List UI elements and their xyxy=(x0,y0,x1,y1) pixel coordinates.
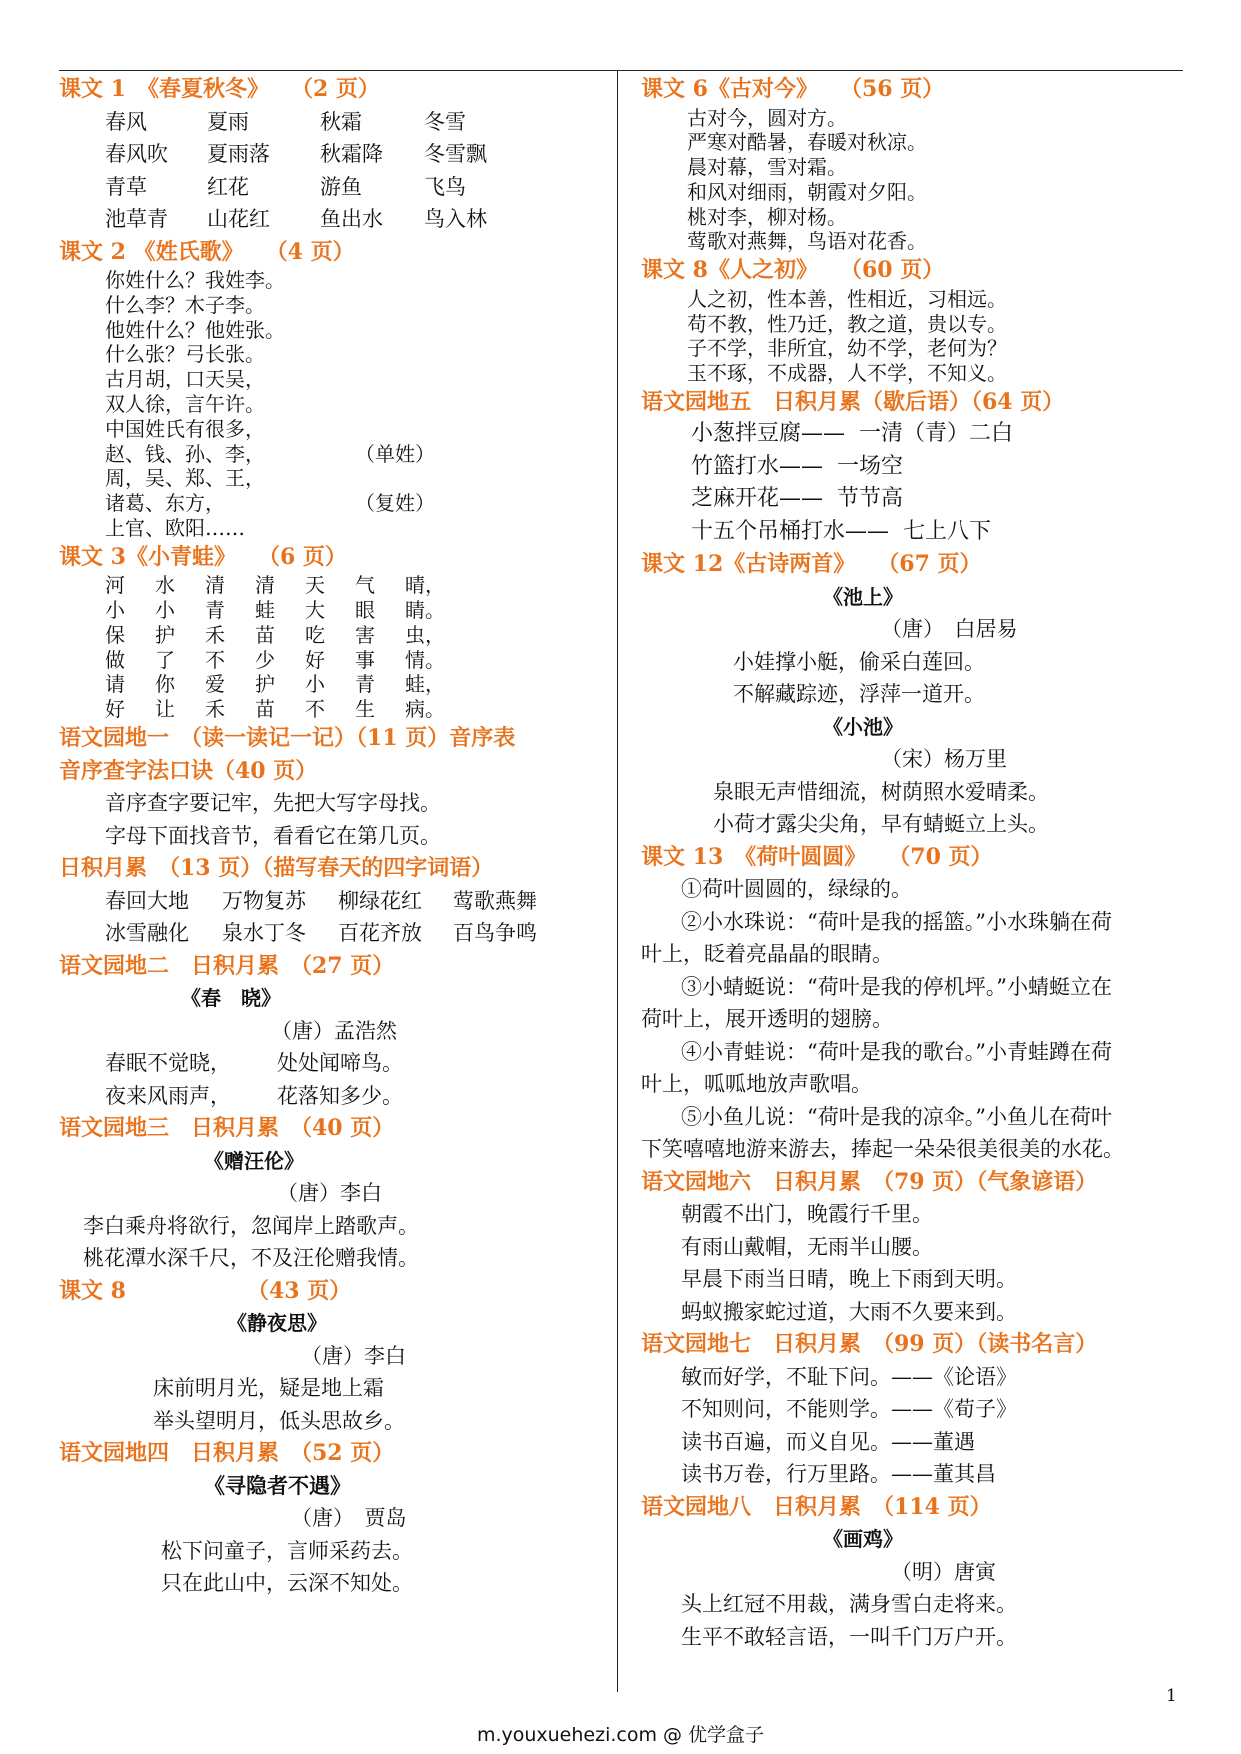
idiom: 冰雪融化 xyxy=(105,921,189,946)
saying-line: 竹篮打水—— 一场空 xyxy=(691,453,903,479)
poem-title: 《赠汪伦》 xyxy=(204,1148,304,1173)
lesson-1-row xyxy=(59,138,607,171)
idiom: 莺歌燕舞 xyxy=(453,888,537,913)
text-line: 音序查字要记牢，先把大写字母找。 xyxy=(105,791,441,816)
char: 不 xyxy=(305,697,325,722)
verse-row xyxy=(59,598,607,623)
word: 山花红 xyxy=(207,207,270,231)
proverb-line: 朝霞不出门，晚霞行千里。 xyxy=(681,1202,933,1227)
text-line: 下笑嘻嘻地游来游去，捧起一朵朵很美很美的水花。 xyxy=(641,1137,1124,1162)
text: 赵、钱、孙、李， xyxy=(105,441,265,466)
poem-author: （唐） 贾岛 xyxy=(291,1506,407,1531)
poem-author: （唐）孟浩然 xyxy=(271,1018,397,1043)
poem-title: 《静夜思》 xyxy=(227,1311,327,1336)
poem-author: （唐）李白 xyxy=(277,1181,382,1206)
proverb-line: 有雨山戴帽，无雨半山腰。 xyxy=(681,1234,933,1259)
char: 青 xyxy=(355,672,375,697)
left-column xyxy=(59,73,607,1600)
quote-line: 读书百遍，而义自见。——董遇 xyxy=(681,1429,975,1454)
char: 做 xyxy=(105,647,125,672)
poem-line: 李白乘舟将欲行，忽闻岸上踏歌声。 xyxy=(83,1213,419,1238)
poem-line: 桃花潭水深千尺，不及汪伦赠我情。 xyxy=(83,1246,419,1271)
char: 清 xyxy=(255,573,275,598)
text-line: 玉不琢，不成器，人不学，不知义。 xyxy=(687,361,1007,386)
poem-author: （唐） 白居易 xyxy=(881,617,1018,642)
text-line: ⑤小鱼儿说：“荷叶是我的凉伞。”小鱼儿在荷叶 xyxy=(681,1104,1112,1129)
char: 好 xyxy=(305,647,325,672)
lesson-1-row xyxy=(59,106,607,139)
char: 河 xyxy=(105,573,125,598)
lesson-13-heading: 课文 13 《荷叶圆圆》 （70 页） xyxy=(641,843,993,870)
poem-author: （宋）杨万里 xyxy=(881,747,1007,772)
char: 护 xyxy=(155,622,175,647)
page-number: 1 xyxy=(1166,1686,1177,1706)
garden-8-heading: 语文园地八 日积月累 （114 页） xyxy=(641,1493,992,1520)
word: 冬雪 xyxy=(424,109,466,134)
char: 气 xyxy=(355,573,375,598)
char: 禾 xyxy=(205,622,225,647)
saying-line: 小葱拌豆腐—— 一清（青）二白 xyxy=(691,421,1013,447)
phonetic-lookup-heading: 音序查字法口诀（40 页） xyxy=(59,757,318,784)
char: 少 xyxy=(255,647,275,672)
word: 春风吹 xyxy=(105,142,168,166)
garden-4-heading: 语文园地四 日积月累 （52 页） xyxy=(59,1440,395,1467)
text-line: 叶上，眨着亮晶晶的眼睛。 xyxy=(641,942,893,967)
verse-row xyxy=(59,697,607,722)
idiom: 万物复苏 xyxy=(222,888,306,913)
word: 鸟入林 xyxy=(424,207,487,231)
poem-author: （明）唐寅 xyxy=(891,1559,996,1584)
char: 了 xyxy=(155,647,175,672)
lesson-1-row xyxy=(59,203,607,236)
char: 保 xyxy=(105,622,125,647)
text-line: 什么张？弓长张。 xyxy=(105,342,265,367)
text-line: 人之初，性本善，性相近，习相远。 xyxy=(687,286,1007,311)
verse: 春眠不觉晓， xyxy=(105,1051,231,1076)
word: 飞鸟 xyxy=(424,174,466,199)
word: 游鱼 xyxy=(320,174,362,199)
char: 苗 xyxy=(255,622,275,647)
text-line: 和风对细雨，朝霞对夕阳。 xyxy=(687,179,927,204)
text-line: 周，吴、郑、王， xyxy=(105,466,265,491)
saying-line: 十五个吊桶打水—— 七上八下 xyxy=(691,518,991,544)
top-rule xyxy=(59,70,1183,71)
poem-title: 《寻隐者不遇》 xyxy=(204,1472,351,1498)
text-line: ③小蜻蜓说：“荷叶是我的停机坪。”小蜻蜓立在 xyxy=(681,974,1112,999)
poem-author: （唐）李白 xyxy=(301,1343,406,1368)
idiom: 泉水丁冬 xyxy=(222,921,306,946)
garden-3-heading: 语文园地三 日积月累 （40 页） xyxy=(59,1115,395,1142)
char: 晴， xyxy=(405,573,445,598)
char: 大 xyxy=(305,598,325,623)
text-line: 苟不教，性乃迁，教之道，贵以专。 xyxy=(687,311,1007,336)
text-line: 什么李？木子李。 xyxy=(105,292,265,317)
garden-6-heading: 语文园地六 日积月累 （79 页）（气象谚语） xyxy=(641,1168,1098,1195)
text-line: 中国姓氏有很多， xyxy=(105,416,265,441)
verse: 花落知多少。 xyxy=(277,1083,403,1108)
idiom: 百花齐放 xyxy=(338,921,422,946)
idiom: 百鸟争鸣 xyxy=(453,921,537,946)
text-line: 他姓什么？他姓张。 xyxy=(105,317,285,342)
text-line: 字母下面找音节，看看它在第几页。 xyxy=(105,823,441,848)
proverb-line: 蚂蚁搬家蛇过道，大雨不久要来到。 xyxy=(681,1299,1017,1324)
char: 好 xyxy=(105,697,125,722)
char: 小 xyxy=(105,598,125,623)
text-line: 上官、欧阳…… xyxy=(105,515,245,540)
text-line: ④小青蛙说：“荷叶是我的歌台。”小青蛙蹲在荷 xyxy=(681,1039,1112,1064)
text-line: 叶上，呱呱地放声歌唱。 xyxy=(641,1072,872,1097)
poem-line: 床前明月光，疑是地上霜 xyxy=(153,1376,384,1401)
poem-line: 只在此山中，云深不知处。 xyxy=(161,1571,413,1596)
char: 清 xyxy=(205,573,225,598)
char: 禾 xyxy=(205,697,225,722)
text-line: 晨对幕，雪对霜。 xyxy=(687,155,847,180)
lesson-1-heading: 课文 1 《春夏秋冬》 （2 页） xyxy=(59,76,380,102)
text-line: 古月胡，口天吴， xyxy=(105,367,265,392)
char: 害 xyxy=(355,622,375,647)
poem-line xyxy=(59,1080,607,1113)
char: 水 xyxy=(155,573,175,598)
char: 事 xyxy=(355,647,375,672)
word: 池草青 xyxy=(105,207,168,231)
verse-row xyxy=(59,648,607,673)
text-line: 莺歌对燕舞，鸟语对花香。 xyxy=(687,229,927,254)
poem-title: 《小池》 xyxy=(823,714,903,739)
char: 生 xyxy=(355,697,375,722)
char: 睛。 xyxy=(405,598,445,623)
quote-line: 不知则问，不能则学。——《荀子》 xyxy=(681,1397,1017,1422)
char: 眼 xyxy=(355,598,375,623)
word: 冬雪飘 xyxy=(424,142,487,166)
lesson-8-heading: 课文 8 （43 页） xyxy=(59,1277,352,1304)
char: 天 xyxy=(305,573,325,598)
right-column xyxy=(641,73,1186,1653)
char: 你 xyxy=(155,672,175,697)
word: 春风 xyxy=(105,109,147,134)
text-line xyxy=(59,491,607,516)
text-line: ②小水珠说：“荷叶是我的摇篮。”小水珠躺在荷 xyxy=(681,909,1112,934)
idiom-row xyxy=(59,885,607,918)
proverb-line: 早晨下雨当日晴，晚上下雨到天明。 xyxy=(681,1267,1017,1292)
text-line: 桃对李，柳对杨。 xyxy=(687,204,847,229)
text-line: 双人徐，言午许。 xyxy=(105,391,265,416)
char: 小 xyxy=(305,672,325,697)
lesson-12-heading: 课文 12《古诗两首》 （67 页） xyxy=(641,551,982,578)
poem-line: 小娃撑小艇，偷采白莲回。 xyxy=(733,649,985,674)
verse: 夜来风雨声， xyxy=(105,1083,231,1108)
poem-line: 头上红冠不用裁，满身雪白走将来。 xyxy=(681,1592,1017,1617)
word: 夏雨 xyxy=(207,109,249,134)
garden-5-heading: 语文园地五 日积月累（歇后语）（64 页） xyxy=(641,388,1065,415)
char: 请 xyxy=(105,672,125,697)
poem-title: 《池上》 xyxy=(823,584,903,609)
poem-line: 生平不敢轻言语，一叫千门万户开。 xyxy=(681,1624,1017,1649)
poem-title: 《春 晓》 xyxy=(181,986,281,1011)
char: 苗 xyxy=(255,697,275,722)
text-line: 严寒对酷暑，春暖对秋凉。 xyxy=(687,130,927,155)
char: 不 xyxy=(205,647,225,672)
char: 病。 xyxy=(405,697,445,722)
char: 情。 xyxy=(405,647,445,672)
column-divider xyxy=(617,70,618,1692)
char: 让 xyxy=(155,697,175,722)
footer-watermark: m.youxuehezi.com @ 优学盒子 xyxy=(476,1724,765,1746)
char: 蛙 xyxy=(255,598,275,623)
char: 吃 xyxy=(305,622,325,647)
poem-line xyxy=(59,1047,607,1080)
text-line: 古对今，圆对方。 xyxy=(687,105,847,130)
garden-1-heading: 语文园地一 （读一读记一记）（11 页）音序表 xyxy=(59,725,516,752)
text-line: 你姓什么？我姓李。 xyxy=(105,268,285,292)
lesson-1-row xyxy=(59,171,607,204)
verse-row xyxy=(59,623,607,648)
poem-line: 泉眼无声惜细流，树荫照水爱晴柔。 xyxy=(713,779,1049,804)
text-line: 子不学，非所宜，幼不学，老何为？ xyxy=(687,336,1007,361)
garden-7-heading: 语文园地七 日积月累 （99 页）（读书名言） xyxy=(641,1331,1098,1358)
char: 青 xyxy=(205,598,225,623)
poem-title: 《画鸡》 xyxy=(823,1527,903,1552)
char: 虫， xyxy=(405,622,445,647)
char: 爱 xyxy=(205,672,225,697)
verse-row xyxy=(59,573,607,598)
char: 护 xyxy=(255,672,275,697)
text-line xyxy=(59,442,607,467)
lesson-6-heading: 课文 6《古对今》 （56 页） xyxy=(641,76,945,102)
saying-line: 芝麻开花—— 节节高 xyxy=(691,486,903,512)
quote-line: 敏而好学，不耻下问。——《论语》 xyxy=(681,1364,1017,1389)
char: 蛙， xyxy=(405,672,445,697)
garden-2-heading: 语文园地二 日积月累 （27 页） xyxy=(59,952,395,979)
lesson-8-right-heading: 课文 8《人之初》 （60 页） xyxy=(641,257,945,284)
idiom: 春回大地 xyxy=(105,888,189,913)
idiom: 柳绿花红 xyxy=(338,888,422,913)
accumulation-heading: 日积月累 （13 页）（描写春天的四字词语） xyxy=(59,855,494,882)
poem-line: 小荷才露尖尖角，早有蜻蜓立上头。 xyxy=(713,812,1049,837)
poem-line: 不解藏踪迹，浮萍一道开。 xyxy=(733,682,985,707)
idiom-row xyxy=(59,917,607,950)
text-line: 荷叶上，展开透明的翅膀。 xyxy=(641,1007,893,1032)
lesson-2-heading: 课文 2 《姓氏歌》 （4 页） xyxy=(59,238,355,265)
poem-line: 松下问童子，言师采药去。 xyxy=(161,1538,413,1563)
word: 红花 xyxy=(207,174,249,199)
verse-row xyxy=(59,672,607,697)
quote-line: 读书万卷，行万里路。——董其昌 xyxy=(681,1462,996,1487)
poem-line: 举头望明月，低头思故乡。 xyxy=(153,1408,405,1433)
text: 诸葛、东方， xyxy=(105,491,225,516)
word: 鱼出水 xyxy=(320,207,383,231)
note: （单姓） xyxy=(355,441,435,466)
text-line: ①荷叶圆圆的，绿绿的。 xyxy=(681,877,912,902)
char: 小 xyxy=(155,598,175,623)
word: 夏雨落 xyxy=(207,142,270,166)
word: 秋霜 xyxy=(320,109,362,134)
note: （复姓） xyxy=(355,491,435,516)
word: 秋霜降 xyxy=(320,142,383,166)
word: 青草 xyxy=(105,174,147,199)
verse: 处处闻啼鸟。 xyxy=(277,1051,403,1076)
lesson-3-heading: 课文 3《小青蛙》 （6 页） xyxy=(59,543,347,570)
